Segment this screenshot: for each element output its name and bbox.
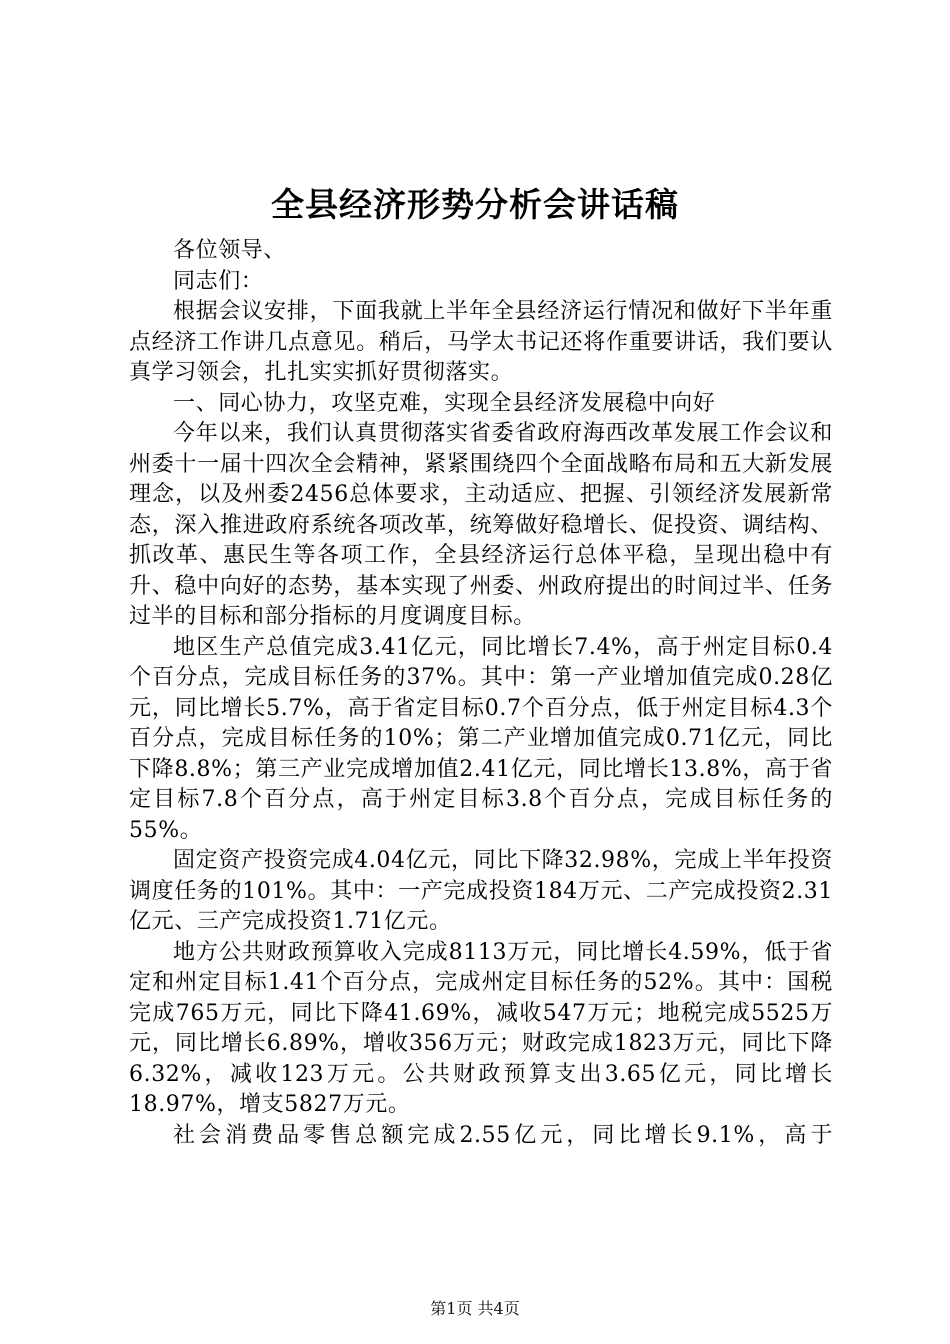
paragraph-investment: 固定资产投资完成4.04亿元，同比下降32.98%，完成上半年投资调度任务的101%。其中：一产完成投资184万元、二产完成投资2.31亿元、三产完成投资1.71亿元。: [129, 848, 833, 934]
paragraph-fiscal: 地方公共财政预算收入完成8113万元，同比增长4.59%，低于省定和州定目标1.41个百分点，完成州定目标任务的52%。其中：国税完成765万元，同比下降41.69%，减收547万元；地税完成5525万元，同比增长6.89%，增收356万元；财政完成1823万元，同比下降6.32%，减收123万元。公共财政预算支出3.65亿元，同比增长18.97%，增支5827万元。: [129, 939, 833, 1117]
salutation-line-1: 各位领导、: [173, 238, 287, 263]
paragraph-intro: 根据会议安排，下面我就上半年全县经济运行情况和做好下半年重点经济工作讲几点意见。稍后，马学太书记还将作重要讲话，我们要认真学习领会，扎扎实实抓好贯彻落实。: [129, 299, 833, 385]
page-footer: 第1页 共4页: [430, 1299, 520, 1318]
paragraph-overview: 今年以来，我们认真贯彻落实省委省政府海西改革发展工作会议和州委十一届十四次全会精神，紧紧围绕四个全面战略布局和五大新发展理念，以及州委2456总体要求，主动适应、把握、引领经济发展新常态，深入推进政府系统各项改革，统筹做好稳增长、促投资、调结构、抓改革、惠民生等各项工作，全县经济运行总体平稳，呈现出稳中有升、稳中向好的态势，基本实现了州委、州政府提出的时间过半、任务过半的目标和部分指标的月度调度目标。: [129, 421, 833, 629]
document-title: 全县经济形势分析会讲话稿: [271, 185, 679, 224]
paragraph-gdp: 地区生产总值完成3.41亿元，同比增长7.4%，高于州定目标0.4个百分点，完成目标任务的37%。其中：第一产业增加值完成0.28亿元，同比增长5.7%，高于省定目标0.7个百分点，低于州定目标4.3个百分点，完成目标任务的10%；第二产业增加值完成0.71亿元，同比下降8.8%；第三产业完成增加值2.41亿元，同比增长13.8%，高于省定目标7.8个百分点，高于州定目标3.8个百分点，完成目标任务的55%。: [129, 634, 833, 843]
section-heading-1: 一、同心协力，攻坚克难，实现全县经济发展稳中向好: [173, 390, 716, 416]
document-body: [129, 236, 833, 1151]
salutation-line-2: 同志们：: [173, 268, 264, 294]
paragraph-retail: 社会消费品零售总额完成2.55亿元，同比增长9.1%，高于: [173, 1122, 833, 1148]
